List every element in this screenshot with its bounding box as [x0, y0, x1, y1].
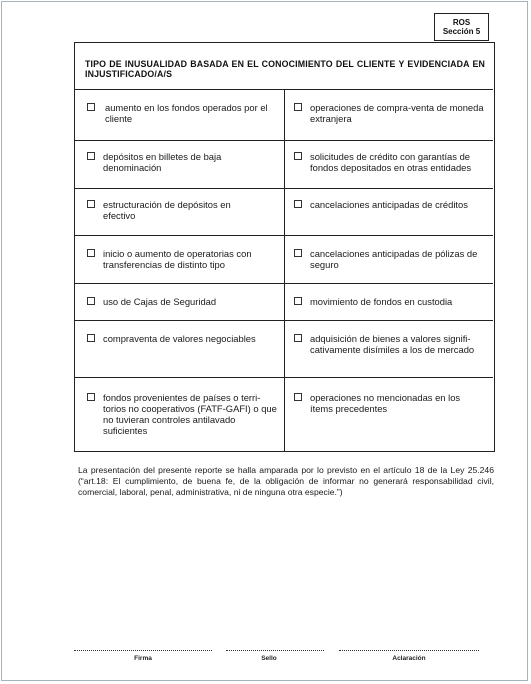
option-label: movimiento de fondos en custodia [310, 296, 453, 307]
checkbox[interactable] [87, 200, 95, 208]
seal-line [226, 650, 324, 651]
checkbox[interactable] [294, 297, 302, 305]
option-label: adquisición de bienes a valores signifi-cativamente disímiles a los de mercado [310, 333, 475, 355]
option-low-denomination-deposits[interactable] [87, 151, 267, 173]
inusuality-table [74, 42, 495, 452]
row-divider [75, 320, 493, 321]
option-early-policy-cancellation[interactable] [294, 248, 484, 270]
option-label: solicitudes de crédito con garantías de fondos depositados en otras entidades [310, 151, 472, 173]
checkbox[interactable] [87, 334, 95, 342]
option-safe-deposit-boxes[interactable] [87, 296, 277, 307]
signature-label: Firma [134, 655, 152, 662]
option-asset-acquisition[interactable] [294, 333, 490, 355]
checkbox[interactable] [294, 249, 302, 257]
option-other-operations[interactable] [294, 392, 484, 414]
option-securities-trading[interactable] [87, 333, 279, 344]
option-label: depósitos en billetes de baja denominación [103, 151, 222, 173]
checkbox[interactable] [87, 103, 95, 111]
table-header-title: TIPO DE INUSUALIDAD BASADA EN EL CONOCIMIENTO DEL CLIENTE Y EVIDENCIADA EN INJUSTIFICADO/A/S [85, 59, 485, 79]
row-divider [75, 188, 493, 189]
option-label: operaciones no mencionadas en los ítems precedentes [310, 392, 461, 414]
form-code: ROS [452, 18, 471, 27]
checkbox[interactable] [294, 152, 302, 160]
legal-note: La presentación del presente reporte se halla amparada por lo previsto en el artículo 18 de la Ley 25.246 (“art.18: El cumplimiento, de buena fe, de la obligación de informar no generará responsabilidad civil, comercial, laboral, penal, administrativa, ni de ninguna otra especie.”) [78, 465, 494, 497]
signature-line [74, 650, 212, 651]
option-early-credit-cancellation[interactable] [294, 199, 490, 210]
option-label: cancelaciones anticipadas de pólizas de seguro [310, 248, 478, 270]
checkbox[interactable] [87, 249, 95, 257]
checkbox[interactable] [87, 152, 95, 160]
option-label: compraventa de valores negociables [103, 333, 256, 344]
row-divider [75, 377, 493, 378]
form-section: Sección 5 [442, 27, 481, 36]
checkbox[interactable] [294, 103, 302, 111]
option-non-cooperative-countries[interactable] [87, 392, 281, 436]
checkbox[interactable] [294, 334, 302, 342]
option-label: estructuración de depósitos en efectivo [103, 199, 231, 221]
row-divider [75, 235, 493, 236]
option-label: fondos provenientes de países o terri-torios no cooperativos (FATF-GAFI) o que no tuvieran controles antilavado suficientes [103, 392, 277, 436]
option-currency-exchange[interactable] [294, 102, 490, 124]
option-cash-structuring[interactable] [87, 199, 262, 221]
row-divider [75, 283, 493, 284]
option-custody-funds[interactable] [294, 296, 490, 307]
table-header [75, 43, 493, 90]
column-divider [284, 89, 285, 451]
clarification-label: Aclaración [392, 655, 426, 662]
option-label: inicio o aumento de operatorias con transferencias de distinto tipo [103, 248, 252, 270]
option-label: operaciones de compra-venta de moneda extranjera [310, 102, 484, 124]
clarification-line [339, 650, 479, 651]
checkbox[interactable] [87, 393, 95, 401]
checkbox[interactable] [294, 393, 302, 401]
checkbox[interactable] [294, 200, 302, 208]
option-credit-guarantees[interactable] [294, 151, 492, 173]
option-transfers[interactable] [87, 248, 275, 270]
checkbox[interactable] [87, 297, 95, 305]
row-divider [75, 140, 493, 141]
seal-label: Sello [261, 655, 277, 662]
option-label: cancelaciones anticipadas de créditos [310, 199, 468, 210]
option-label: aumento en los fondos operados por el cliente [105, 102, 268, 124]
form-code-box [434, 13, 489, 41]
option-label: uso de Cajas de Seguridad [103, 296, 217, 307]
option-increase-funds[interactable] [87, 102, 279, 124]
